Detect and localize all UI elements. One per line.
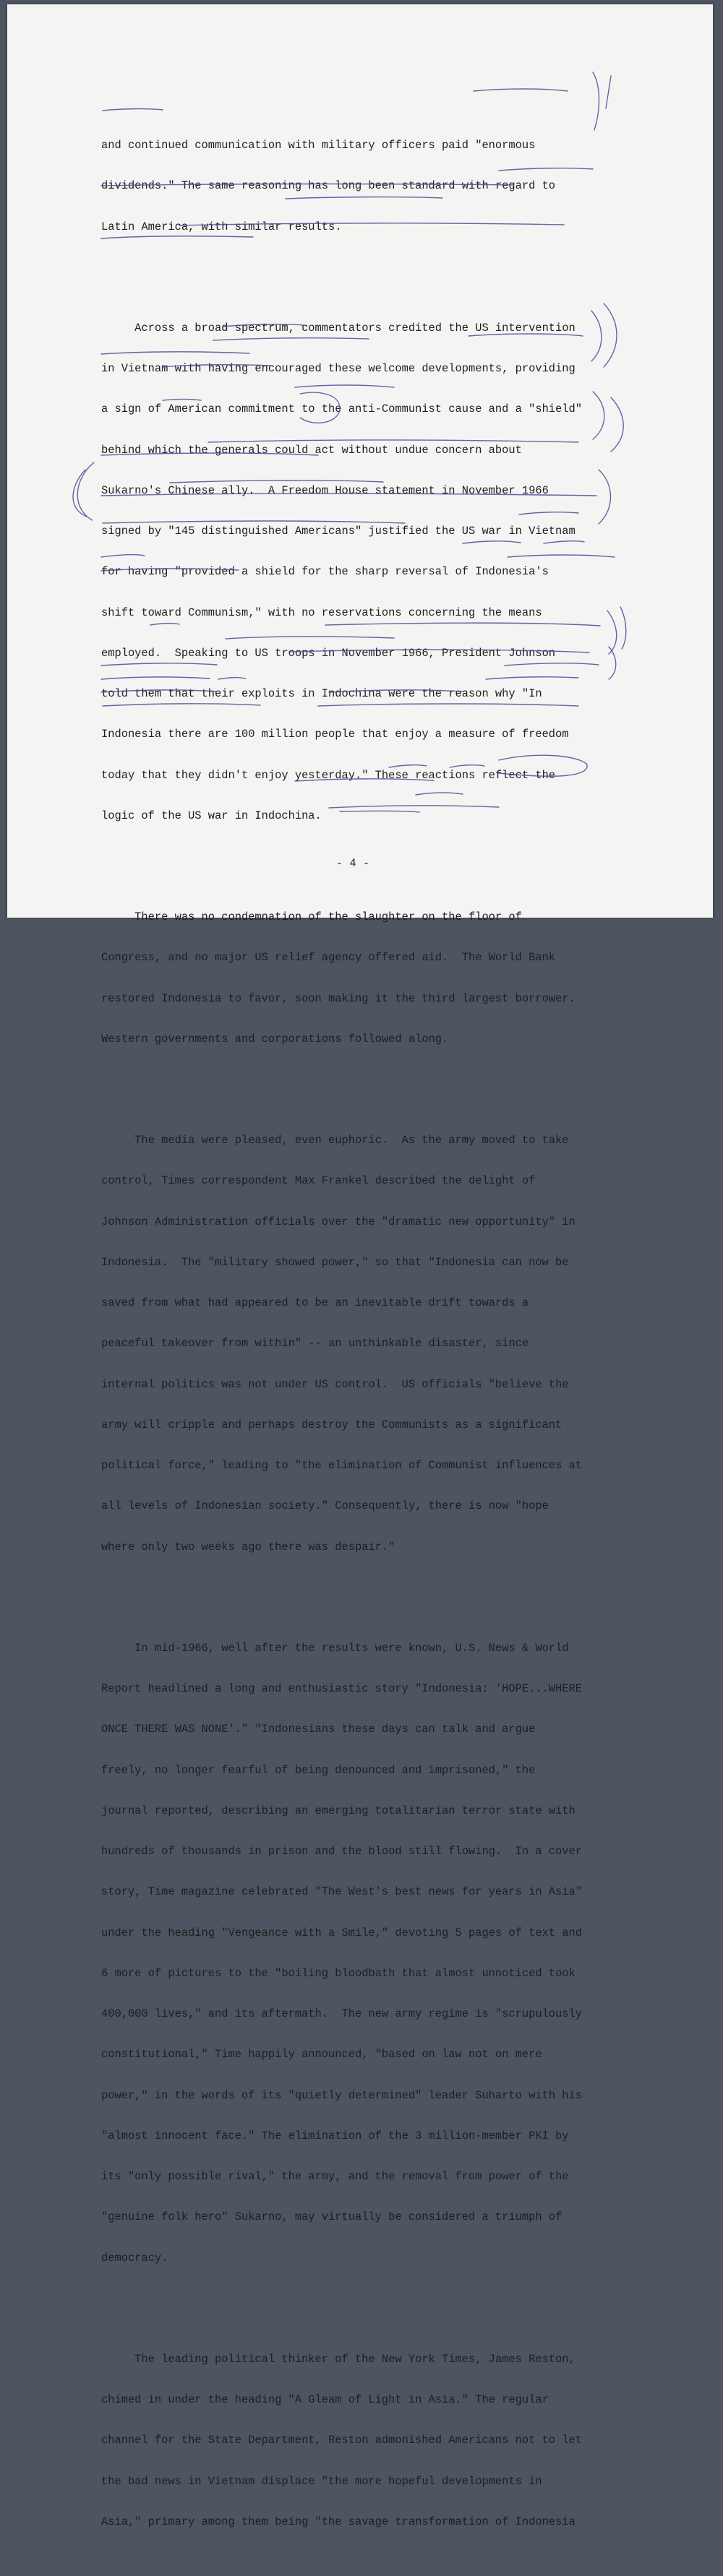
text-line: where only two weeks ago there was despair."	[101, 1540, 395, 1554]
text-line: employed. Speaking to US troops in November 1966, President Johnson	[101, 646, 556, 660]
text-line: 6 more of pictures to the "boiling bloodbath that almost unnoticed took	[101, 1966, 576, 1980]
text-line: peaceful takeover from within" -- an unthinkable disaster, since	[101, 1337, 529, 1351]
text-line: restored Indonesia to favor, soon making it the third largest borrower.	[101, 991, 576, 1005]
text-line: constitutional," Time happily announced, "based on law not on mere	[101, 2048, 542, 2062]
text-line: Indonesia there are 100 million people that enjoy a measure of freedom	[101, 728, 569, 741]
text-line: the bad news in Vietnam displace "the more hopeful developments in	[101, 2474, 542, 2488]
text-line: logic of the US war in Indochina.	[101, 809, 322, 822]
text-line: democracy.	[101, 2251, 168, 2265]
text-line: under the heading "Vengeance with a Smile," devoting 5 pages of text and	[101, 1926, 582, 1939]
text-line: political force," leading to "the elimination of Communist influences at	[101, 1459, 582, 1472]
text-line: ONCE THERE WAS NONE'." "Indonesians these days can talk and argue	[101, 1723, 536, 1736]
text-line: for having "provided a shield for the sharp reversal of Indonesia's	[101, 565, 549, 579]
text-line: Johnson Administration officials over the "dramatic new opportunity" in	[101, 1215, 576, 1228]
text-line: all levels of Indonesian society." Consequently, there is now "hope	[101, 1499, 549, 1513]
text-line: today that they didn't enjoy yesterday." These reactions reflect the	[101, 768, 556, 782]
text-line: army will cripple and perhaps destroy the Communists as a significant	[101, 1418, 562, 1431]
text-line: Across a broad spectrum, commentators credited the US intervention	[101, 321, 576, 335]
text-line: chimed in under the heading "A Gleam of Light in Asia." The regular	[101, 2393, 549, 2406]
text-line: Latin America, with similar results.	[101, 220, 342, 233]
page-number: - 4 -	[335, 857, 370, 870]
text-line: a sign of American commitment to the anti-Communist cause and a "shield"	[101, 402, 582, 416]
text-line: The media were pleased, even euphoric. As the army moved to take	[101, 1134, 569, 1147]
text-line: There was no condemnation of the slaughter on the floor of	[101, 910, 522, 923]
paragraph-3	[101, 884, 607, 1074]
paragraph-2	[101, 294, 607, 850]
text-line: saved from what had appeared to be an inevitable drift towards a	[101, 1296, 529, 1309]
text-line: Indonesia. The "military showed power," so that "Indonesia can now be	[101, 1255, 569, 1269]
paragraph-6	[101, 2325, 607, 2556]
text-line: In mid-1966, well after the results were known, U.S. News & World	[101, 1641, 569, 1655]
text-line: "genuine folk hero" Sukarno, may virtually be considered a triumph of	[101, 2210, 562, 2224]
text-line: its "only possible rival," the army, and the removal from power of the	[101, 2170, 569, 2183]
paragraph-5	[101, 1614, 607, 2292]
text-line: Western governments and corporations followed along.	[101, 1032, 449, 1046]
text-line: told them that their exploits in Indochina were the reason why "In	[101, 687, 542, 700]
paragraph-4	[101, 1107, 607, 1581]
text-line: internal politics was not under US control. US officials "believe the	[101, 1377, 569, 1391]
text-line: Congress, and no major US relief agency offered aid. The World Bank	[101, 951, 556, 965]
text-line: "almost innocent face." The elimination of the 3 million-member PKI by	[101, 2129, 569, 2142]
text-line: story, Time magazine celebrated "The West's best news for years in Asia"	[101, 1885, 582, 1899]
text-line: Report headlined a long and enthusiastic story "Indonesia: 'HOPE...WHERE	[101, 1682, 582, 1695]
text-line: journal reported, describing an emerging totalitarian terror state with	[101, 1804, 576, 1817]
text-line: and continued communication with military officers paid "enormous	[101, 139, 536, 152]
text-line: behind which the generals could act without undue concern about	[101, 443, 522, 457]
text-line: shift toward Communism," with no reservations concerning the means	[101, 606, 542, 619]
text-line: The leading political thinker of the New York Times, James Reston,	[101, 2352, 576, 2366]
text-line: in Vietnam with having encouraged these welcome developments, providing	[101, 362, 576, 375]
text-line: Sukarno's Chinese ally. A Freedom House statement in November 1966	[101, 483, 549, 497]
text-line: control, Times correspondent Max Frankel described the delight of	[101, 1174, 536, 1188]
text-line: freely, no longer fearful of being denounced and imprisoned," the	[101, 1763, 536, 1777]
text-line: 400,000 lives," and its aftermath. The new army regime is "scrupulously	[101, 2007, 582, 2020]
document-body	[101, 85, 607, 2576]
text-line: power," in the words of its "quietly determined" leader Suharto with his	[101, 2088, 582, 2102]
text-line: Asia," primary among them being "the savage transformation of Indonesia	[101, 2515, 576, 2528]
paragraph-1	[101, 112, 607, 261]
text-line: channel for the State Department, Reston admonished Americans not to let	[101, 2434, 582, 2447]
text-line: dividends." The same reasoning has long been standard with regard to	[101, 179, 556, 193]
text-line: hundreds of thousands in prison and the blood still flowing. In a cover	[101, 1845, 582, 1858]
text-line: signed by "145 distinguished Americans" justified the US war in Vietnam	[101, 525, 576, 538]
